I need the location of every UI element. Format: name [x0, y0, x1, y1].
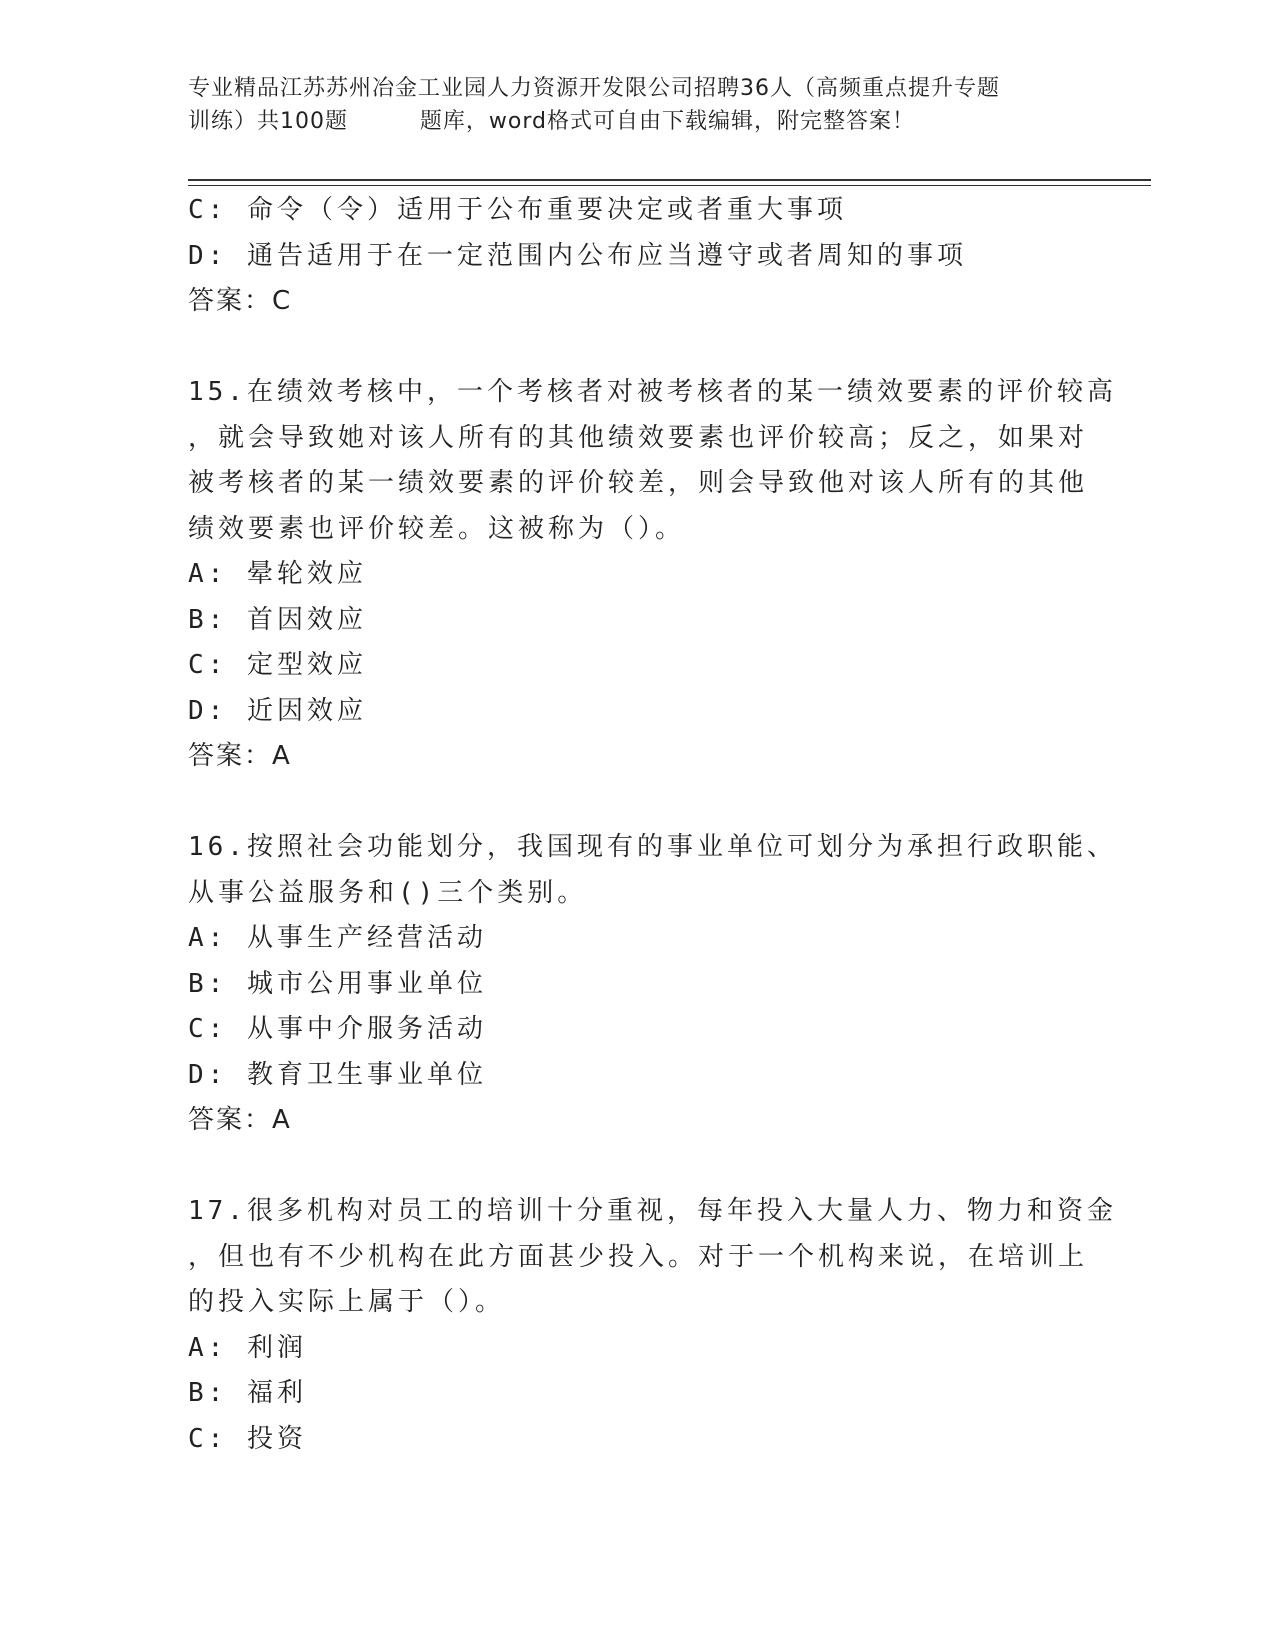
question-stem-line: 的投入实际上属于（）。	[188, 1287, 506, 1317]
spacer	[188, 780, 1088, 826]
question-14-tail	[188, 188, 1088, 325]
question-17	[188, 1189, 1117, 1462]
question-stem-line: 16.按照社会功能划分，我国现有的事业单位可划分为承担行政职能、	[188, 832, 1117, 862]
question-stem-line: 15.在绩效考核中，一个考核者对被考核者的某一绩效要素的评价较高	[188, 377, 1117, 407]
option-c: C: 投资	[188, 1423, 307, 1454]
answer-line: 答案：A	[188, 741, 292, 771]
option-b: B: 城市公用事业单位	[188, 968, 487, 999]
option-b: B: 福利	[188, 1378, 307, 1408]
answer-line: 答案：A	[188, 1105, 292, 1135]
question-15	[188, 370, 1117, 780]
option-a: A: 利润	[188, 1332, 307, 1363]
spacer	[188, 1144, 1088, 1190]
question-stem-line: ，但也有不少机构在此方面甚少投入。对于一个机构来说，在培训上	[188, 1241, 1089, 1272]
option-c: C: 命令（令）适用于公布重要决定或者重大事项	[188, 195, 847, 225]
header-rule-thin	[188, 185, 1151, 186]
question-content	[188, 188, 1117, 1462]
answer-line: 答案：C	[188, 286, 293, 316]
option-d: D: 近因效应	[188, 695, 367, 726]
spacer	[188, 325, 1088, 371]
header-rule-thick	[188, 179, 1151, 181]
question-stem-line: 从事公益服务和()三个类别。	[188, 877, 588, 908]
option-d: D: 通告适用于在一定范围内公布应当遵守或者周知的事项	[188, 240, 967, 271]
header-line-1: 专业精品江苏苏州冶金工业园人力资源开发限公司招聘36人（高频重点提升专题	[188, 76, 1000, 101]
page-header	[188, 72, 1078, 138]
question-16	[188, 825, 1117, 1144]
option-a: A: 晕轮效应	[188, 559, 367, 589]
option-d: D: 教育卫生事业单位	[188, 1059, 487, 1090]
question-stem-line: 绩效要素也评价较差。这被称为（）。	[188, 513, 686, 544]
option-c: C: 定型效应	[188, 650, 367, 680]
question-stem-line: ，就会导致她对该人所有的其他绩效要素也评价较高；反之，如果对	[188, 422, 1089, 453]
option-b: B: 首因效应	[188, 604, 367, 635]
option-a: A: 从事生产经营活动	[188, 923, 487, 953]
question-stem-line: 17.很多机构对员工的培训十分重视，每年投入大量人力、物力和资金	[188, 1196, 1117, 1226]
option-c: C: 从事中介服务活动	[188, 1014, 487, 1044]
header-line-2: 训练）共100题 题库，word格式可自由下载编辑，附完整答案！	[188, 109, 916, 134]
question-stem-line: 被考核者的某一绩效要素的评价较差，则会导致他对该人所有的其他	[188, 468, 1089, 498]
